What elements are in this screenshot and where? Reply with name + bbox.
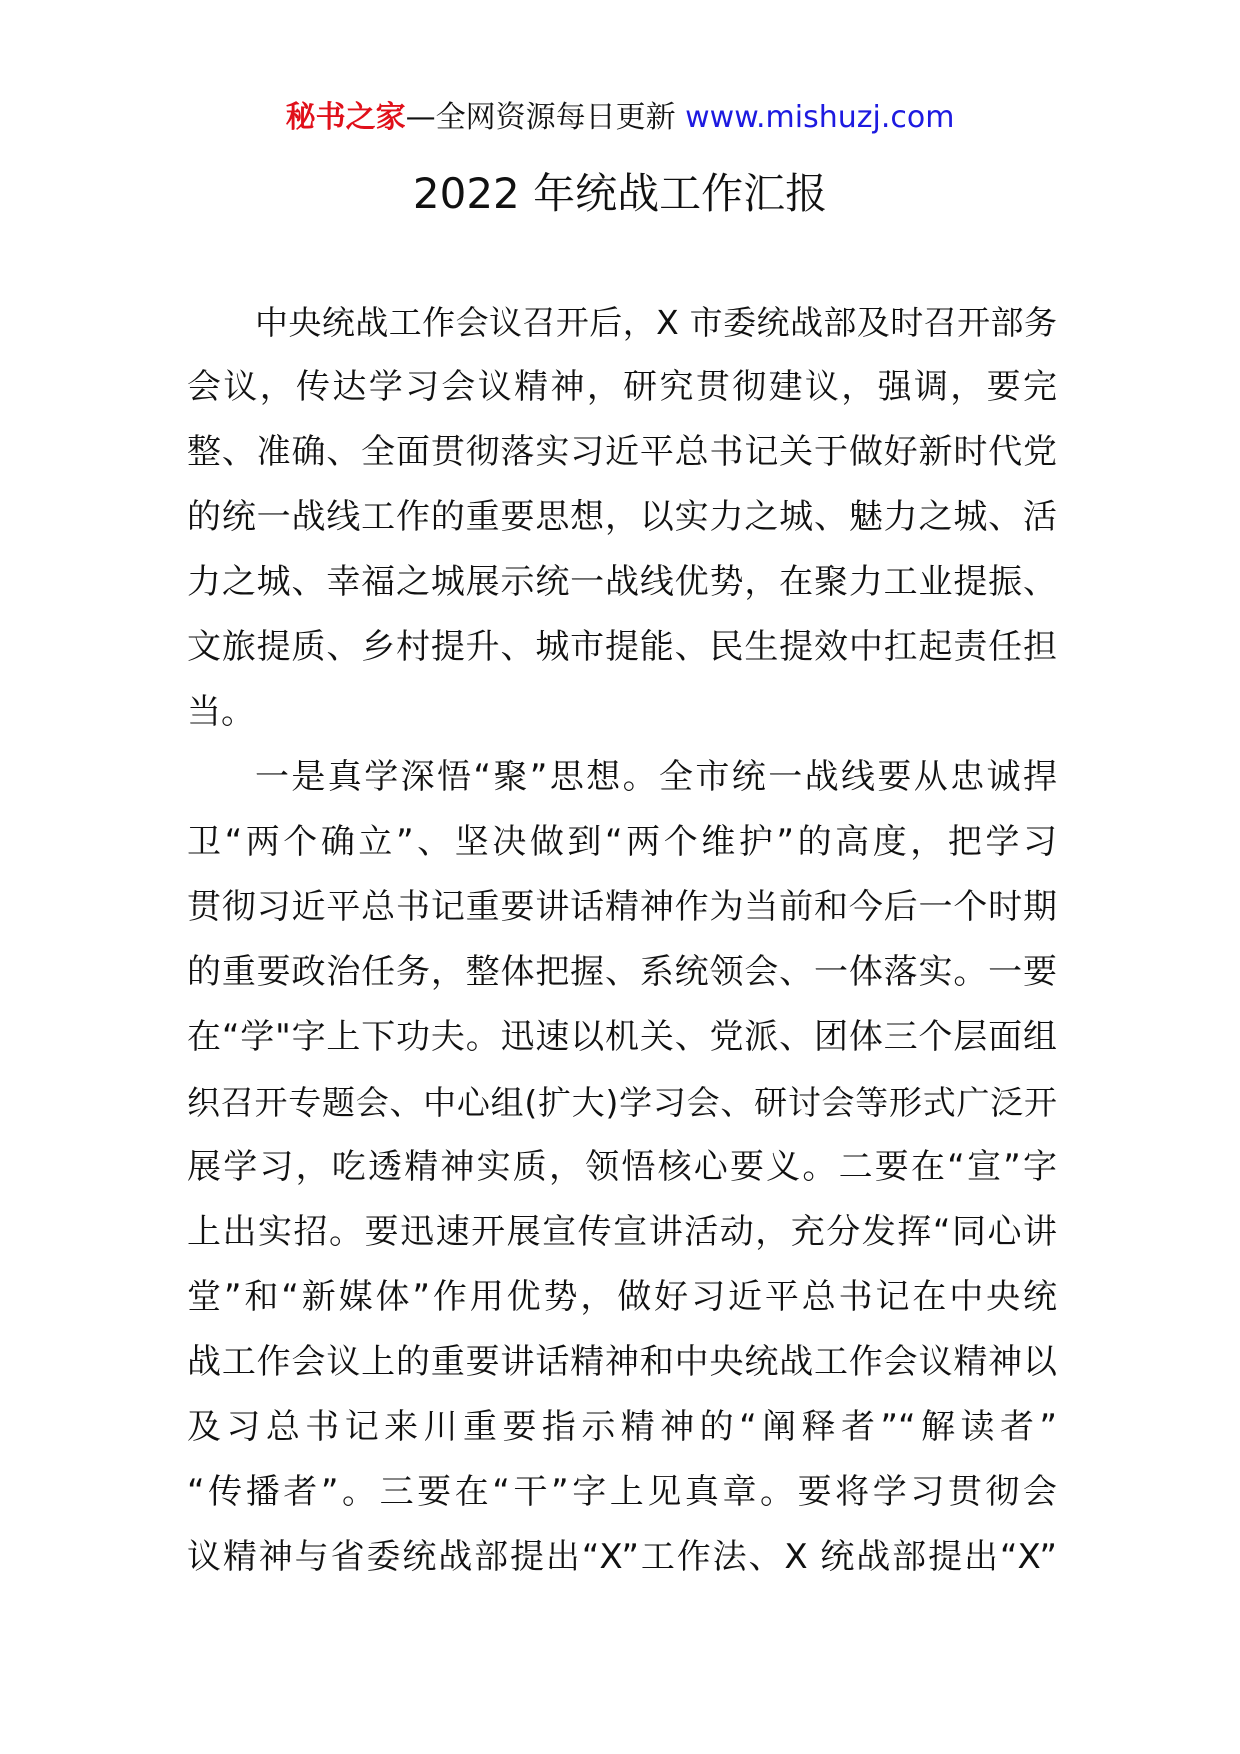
paragraph-line: 战工作会议上的重要讲话精神和中央统战工作会议精神以	[187, 1342, 1057, 1382]
paragraph-line: 的重要政治任务，整体把握、系统领会、一体落实。一要	[187, 952, 1057, 992]
document-body	[187, 290, 1057, 1590]
paragraph-line: 中央统战工作会议召开后，X 市委统战部及时召开部务	[255, 303, 1057, 342]
paragraph-line: 一是真学深悟“聚”思想。全市统一战线要从忠诚捍	[255, 757, 1057, 797]
paragraph-line: 议精神与省委统战部提出“X”工作法、X 统战部提出“X”	[187, 1537, 1057, 1577]
document-title: 2022 年统战工作汇报	[412, 169, 828, 218]
paragraph-line: 文旅提质、乡村提升、城市提能、民生提效中扛起责任担	[187, 627, 1057, 667]
site-brand: 秘书之家	[285, 100, 406, 135]
paragraph-line: 贯彻习近平总书记重要讲话精神作为当前和今后一个时期	[187, 887, 1057, 927]
paragraph-line: 织召开专题会、中心组(扩大)学习会、研讨会等形式广泛开	[187, 1083, 1057, 1122]
paragraph-line: 当。	[187, 692, 255, 732]
paragraph-line: 堂”和“新媒体”作用优势，做好习近平总书记在中央统	[187, 1277, 1057, 1317]
paragraph-line: 的统一战线工作的重要思想，以实力之城、魅力之城、活	[187, 497, 1057, 537]
paragraph-line: 及习总书记来川重要指示精神的“阐释者”“解读者”	[187, 1407, 1057, 1447]
paragraph-line: “传播者”。三要在“干”字上见真章。要将学习贯彻会	[187, 1472, 1057, 1512]
paragraph-line: 展学习，吃透精神实质，领悟核心要义。二要在“宣”字	[187, 1147, 1057, 1187]
paragraph-line: 力之城、幸福之城展示统一战线优势，在聚力工业提振、	[187, 562, 1057, 602]
paragraph-line: 整、准确、全面贯彻落实习近平总书记关于做好新时代党	[187, 432, 1057, 472]
paragraph-line: 在“学"字上下功夫。迅速以机关、党派、团体三个层面组	[187, 1017, 1057, 1057]
paragraph-line: 会议，传达学习会议精神，研究贯彻建议，强调，要完	[187, 367, 1057, 407]
paragraph-line: 卫“两个确立”、坚决做到“两个维护”的高度，把学习	[187, 822, 1057, 862]
paragraph-line: 上出实招。要迅速开展宣传宣讲活动，充分发挥“同心讲	[187, 1212, 1057, 1252]
site-tagline: —全网资源每日更新	[405, 100, 686, 135]
site-url[interactable]: www.mishuzj.com	[685, 100, 955, 135]
site-header	[0, 98, 1240, 138]
